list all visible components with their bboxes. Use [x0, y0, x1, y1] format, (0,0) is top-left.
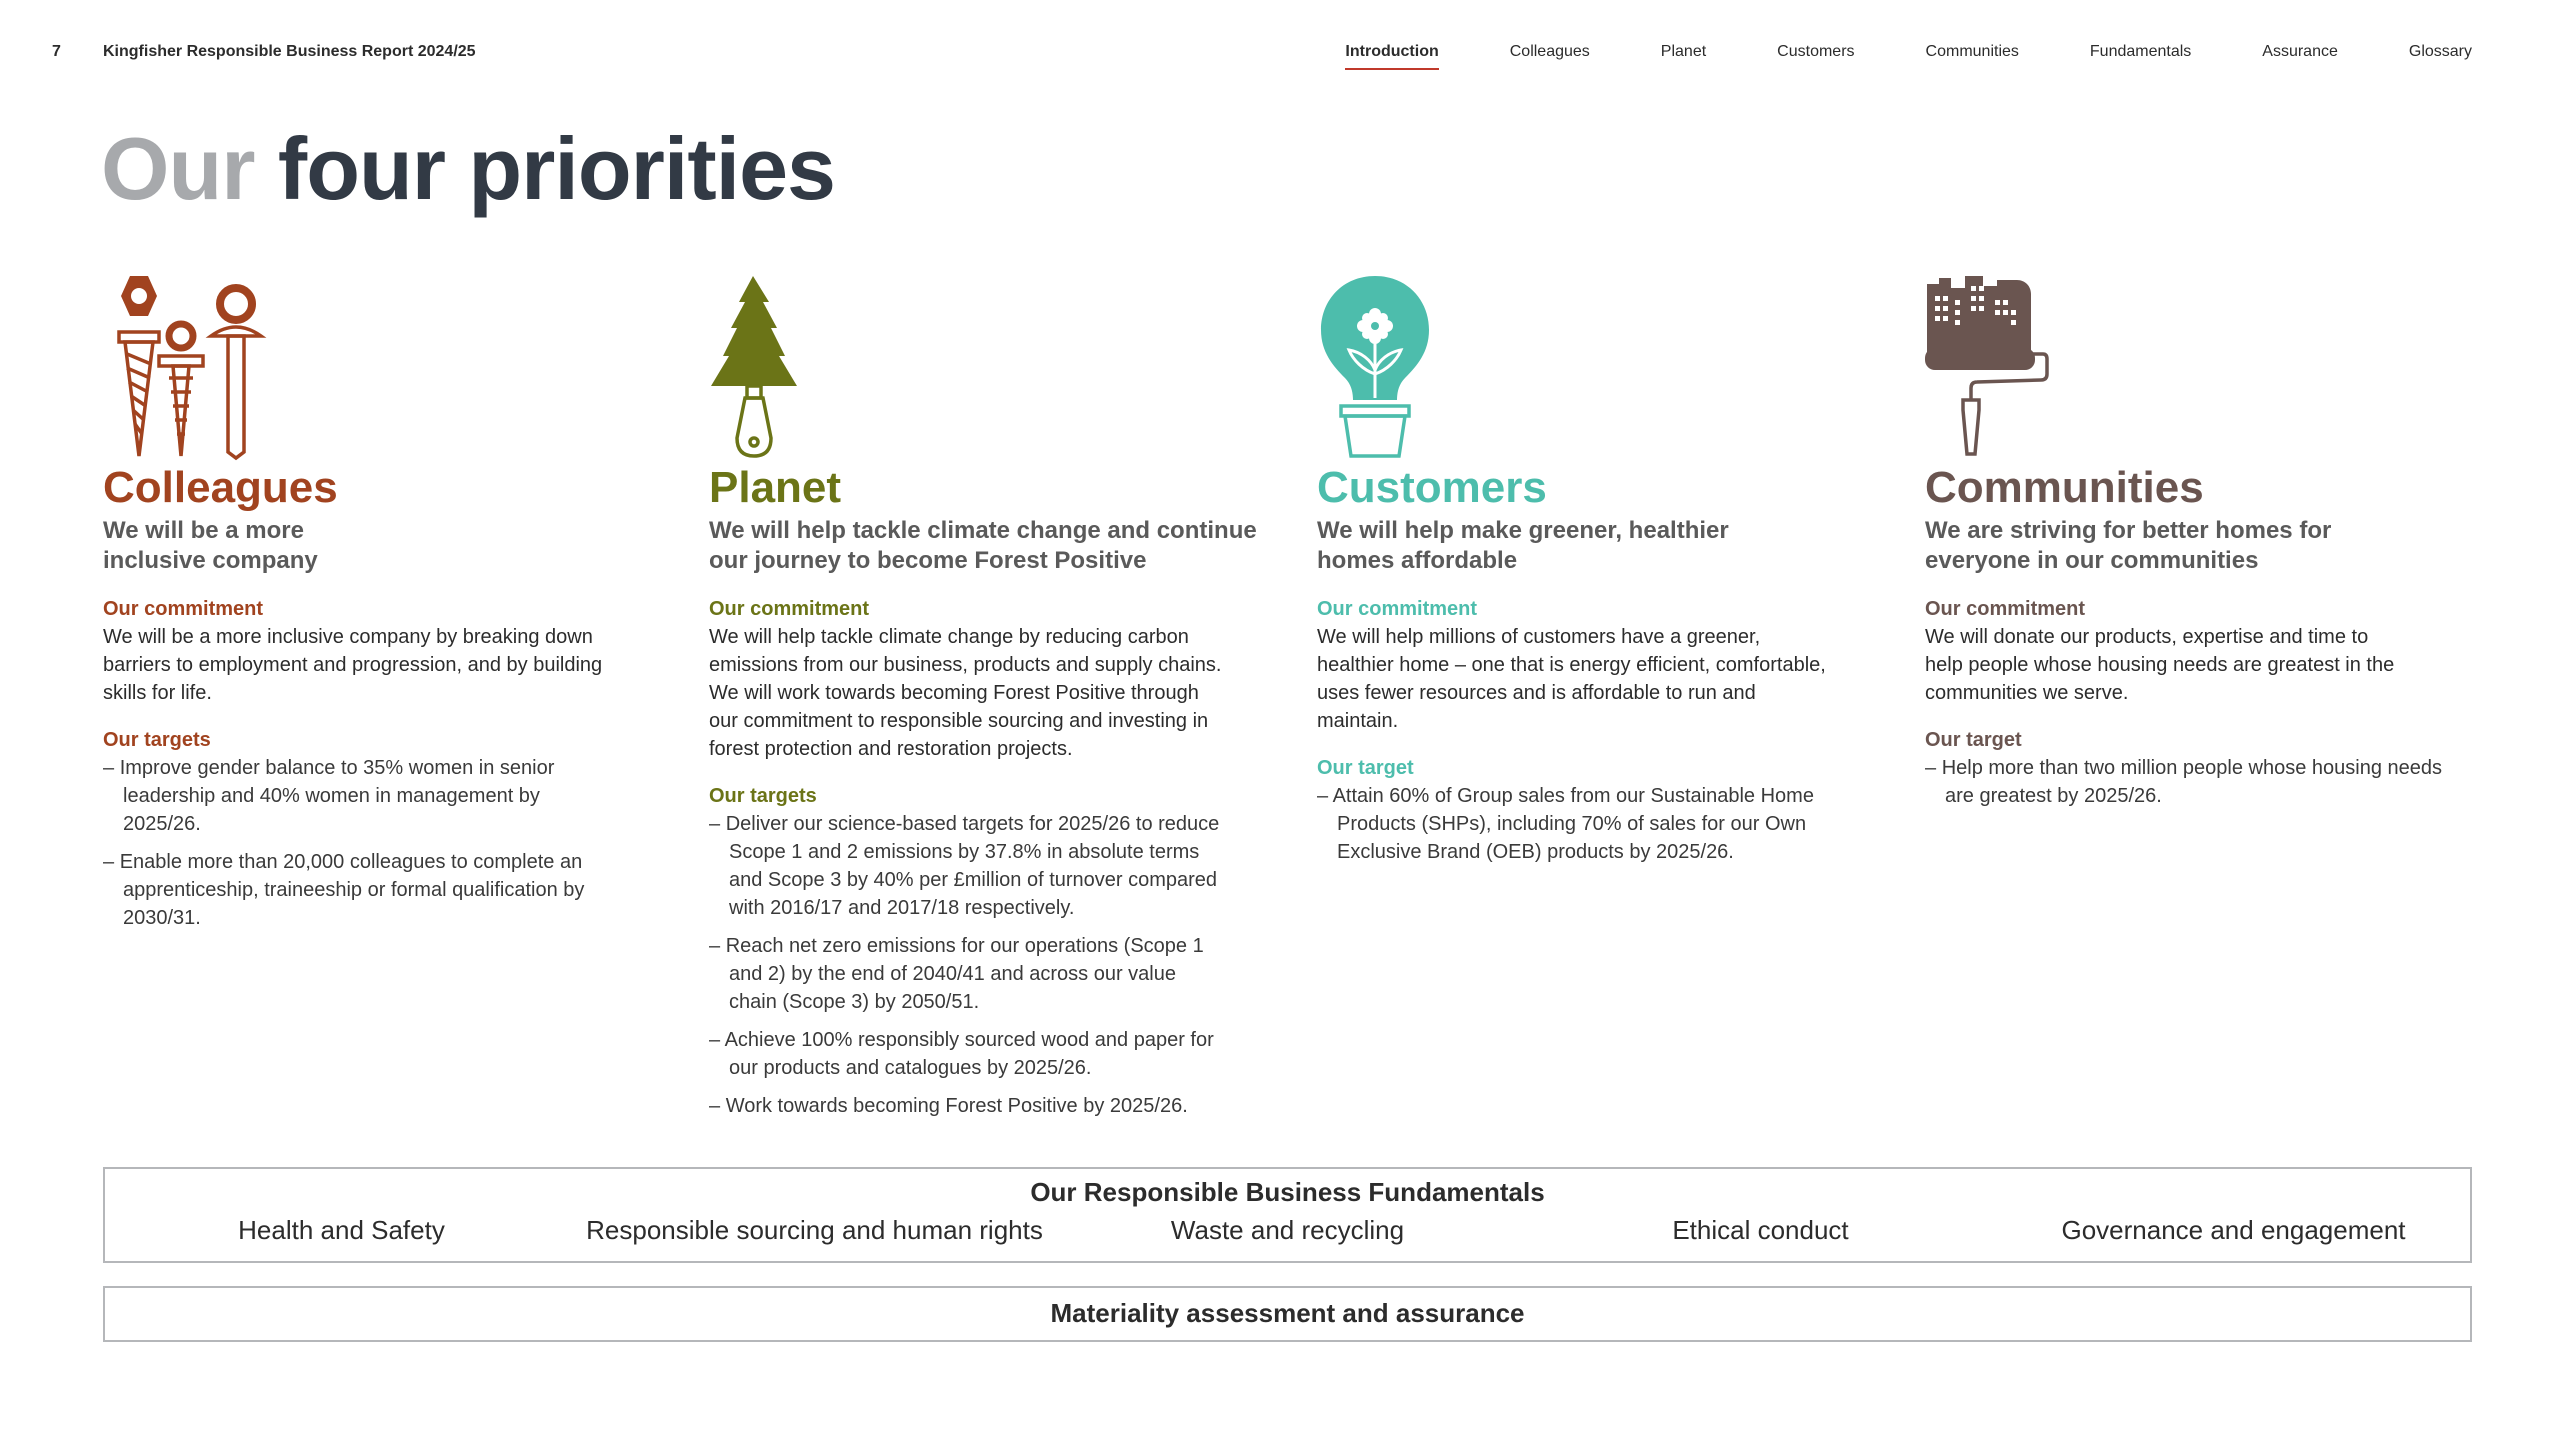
- nav-planet[interactable]: Planet: [1660, 43, 1707, 60]
- fundamentals-box: [103, 1167, 2472, 1263]
- fundamental-item: Ethical conduct: [1672, 1215, 1849, 1245]
- customers-subtitle: We will help make greener, healthier homes affordable: [1317, 517, 1729, 575]
- nav-assurance[interactable]: Assurance: [2262, 43, 2338, 60]
- nav-customers[interactable]: Customers: [1777, 43, 1855, 60]
- communities-title: Communities: [1925, 463, 2204, 512]
- title-word-our: Our: [101, 119, 255, 218]
- lightbulb-plant-icon: [1317, 274, 1837, 464]
- top-nav: [1274, 43, 2472, 70]
- customers-commitment-label: Our commitment: [1317, 598, 1478, 621]
- nav-fundamentals[interactable]: Fundamentals: [2089, 43, 2192, 60]
- target-item: – Help more than two million people whose housing needs are greatest by 2025/26.: [1925, 754, 2445, 810]
- customers-targets: [1317, 782, 1817, 866]
- priority-customers: [1317, 274, 1837, 876]
- planet-targets-label: Our targets: [709, 785, 817, 808]
- planet-commitment: We will help tackle climate change by reducing carbon emissions from our business, products and supply chains. We will work towards becoming Forest Positive through our commitment to responsible sourcing and investing in forest protection and restoration projects.: [709, 626, 1222, 761]
- customers-commitment: We will help millions of customers have a greener, healthier home – one that is energy efficient, comfortable, uses fewer resources and is affordable to run and maintain.: [1317, 626, 1826, 733]
- priority-communities: [1925, 274, 2445, 820]
- colleagues-commitment: We will be a more inclusive company by breaking down barriers to employment and progression, and by building skills for life.: [103, 626, 603, 705]
- customers-title: Customers: [1317, 463, 1547, 512]
- fundamentals-title: Our Responsible Business Fundamentals: [1030, 1177, 1545, 1207]
- planet-title: Planet: [709, 463, 842, 512]
- report-title: Kingfisher Responsible Business Report 2024/25: [103, 43, 476, 60]
- communities-commitment-label: Our commitment: [1925, 598, 2086, 621]
- paint-roller-buildings-icon: [1925, 274, 2445, 464]
- fundamentals-list: [105, 1215, 2470, 1246]
- planet-targets: [709, 810, 1229, 1120]
- target-item: – Enable more than 20,000 colleagues to complete an apprenticeship, traineeship or formal qualification by 2030/31.: [103, 848, 623, 932]
- page-number: 7: [52, 43, 61, 60]
- target-item: – Improve gender balance to 35% women in senior leadership and 40% women in management by 2025/26.: [103, 754, 623, 838]
- target-item: – Reach net zero emissions for our operations (Scope 1 and 2) by the end of 2040/41 and across our value chain (Scope 3) by 2050/51.: [709, 932, 1229, 1016]
- communities-commitment: We will donate our products, expertise and time to help people whose housing needs are greatest in the communities we serve.: [1925, 626, 2395, 705]
- target-item: – Deliver our science-based targets for 2025/26 to reduce Scope 1 and 2 emissions by 37.8% in absolute terms and Scope 3 by 40% per £million of turnover compared with 2016/17 and 2017/18 respectively.: [709, 810, 1229, 922]
- tree-trowel-icon: [709, 274, 1229, 464]
- planet-subtitle: We will help tackle climate change and continue our journey to become Forest Positive: [709, 517, 1257, 575]
- customers-targets-label: Our target: [1317, 757, 1414, 780]
- nav-glossary[interactable]: Glossary: [2408, 43, 2472, 60]
- nav-communities[interactable]: Communities: [1925, 43, 2019, 60]
- colleagues-targets: [103, 754, 623, 932]
- priority-planet: [709, 274, 1257, 1130]
- nav-colleagues[interactable]: Colleagues: [1509, 43, 1590, 60]
- colleagues-commitment-label: Our commitment: [103, 598, 264, 621]
- fundamental-item: Governance and engagement: [2061, 1215, 2406, 1245]
- colleagues-subtitle: We will be a more inclusive company: [103, 517, 318, 575]
- colleagues-targets-label: Our targets: [103, 729, 211, 752]
- target-item: – Achieve 100% responsibly sourced wood and paper for our products and catalogues by 2025/26.: [709, 1026, 1229, 1082]
- priority-colleagues: [103, 274, 623, 942]
- planet-commitment-label: Our commitment: [709, 598, 870, 621]
- communities-targets: [1925, 754, 2445, 810]
- title-word-priorities: four priorities: [277, 119, 835, 218]
- materiality-box: Materiality assessment and assurance: [103, 1286, 2472, 1342]
- colleagues-title: Colleagues: [103, 463, 338, 512]
- target-item: – Attain 60% of Group sales from our Sustainable Home Products (SHPs), including 70% of sales for our Own Exclusive Brand (OEB) products by 2025/26.: [1317, 782, 1817, 866]
- nav-introduction[interactable]: Introduction: [1345, 43, 1438, 70]
- screws-bolts-icon: [103, 274, 623, 464]
- communities-targets-label: Our target: [1925, 729, 2022, 752]
- page-title: [101, 118, 835, 220]
- target-item: – Work towards becoming Forest Positive by 2025/26.: [709, 1092, 1229, 1120]
- fundamental-item: Responsible sourcing and human rights: [586, 1215, 1043, 1245]
- fundamental-item: Waste and recycling: [1170, 1215, 1405, 1245]
- fundamental-item: Health and Safety: [238, 1215, 445, 1245]
- communities-subtitle: We are striving for better homes for everyone in our communities: [1925, 517, 2332, 575]
